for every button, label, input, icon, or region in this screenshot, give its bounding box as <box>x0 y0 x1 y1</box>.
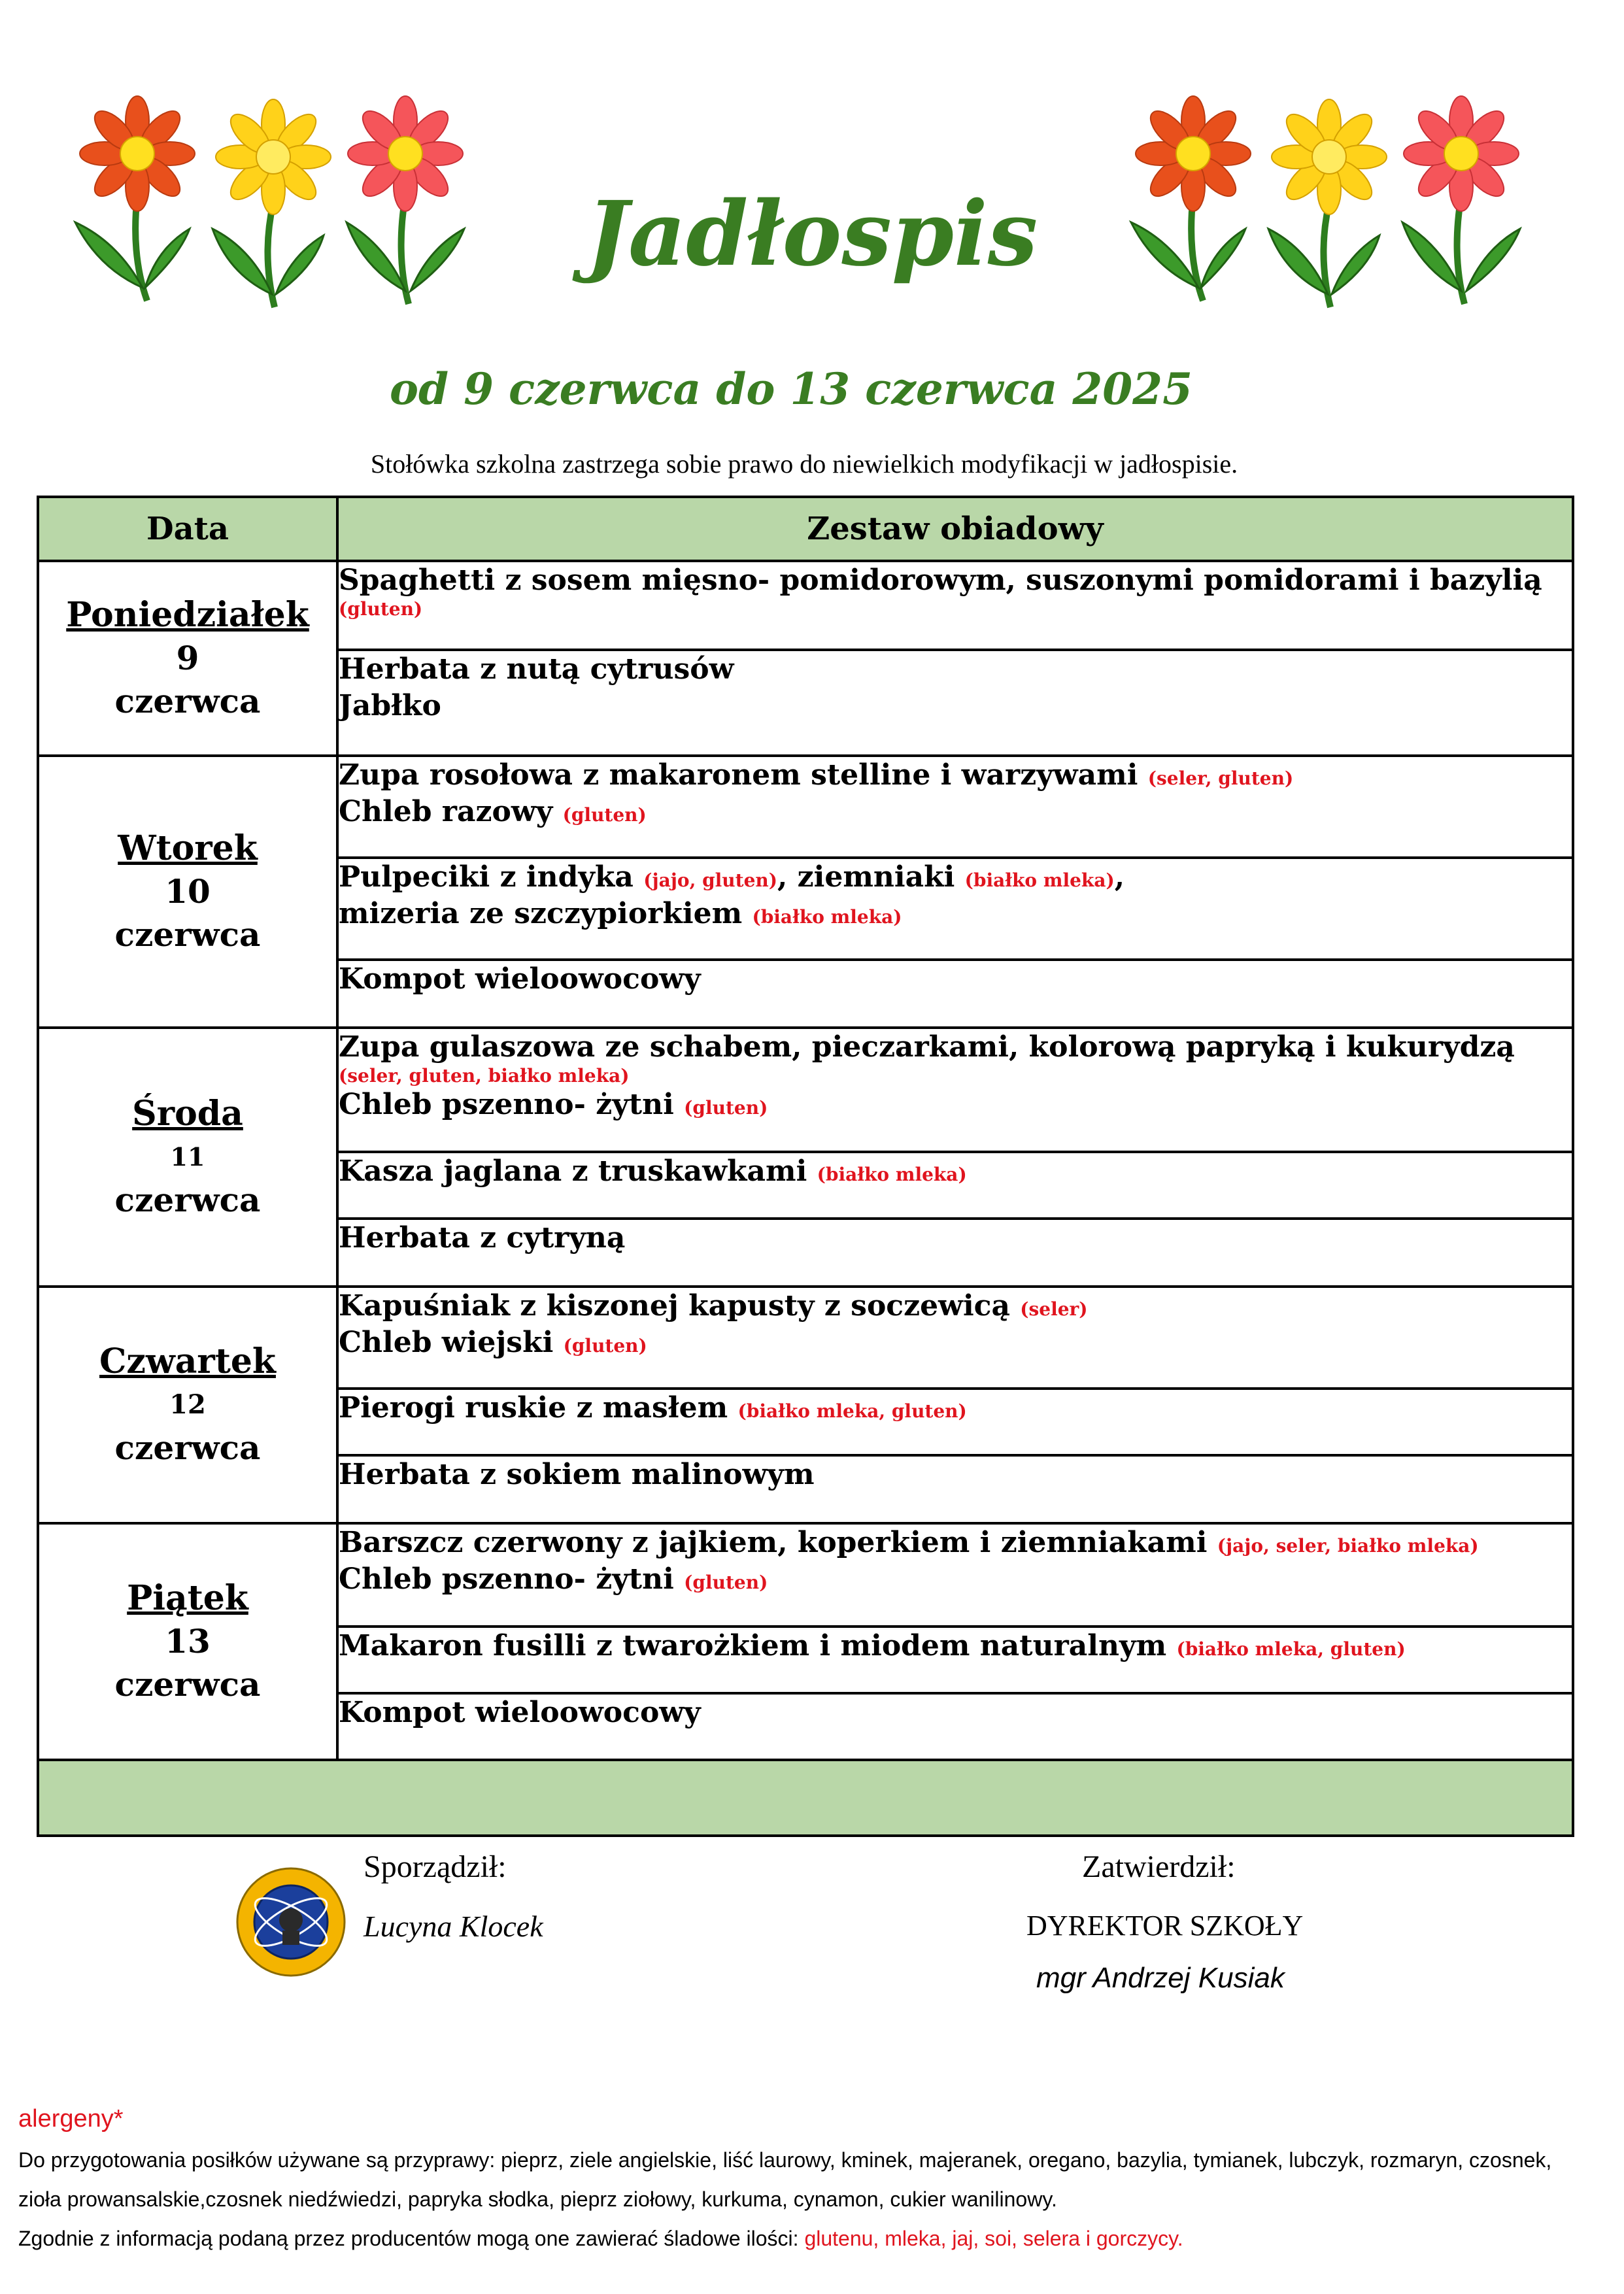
meal-text: Herbata z cytryną <box>339 1221 626 1255</box>
meal-cell <box>337 858 1573 960</box>
meal-cell <box>337 756 1573 858</box>
allergen-label: (gluten) <box>339 598 423 620</box>
day-name: Piątek <box>127 1578 248 1618</box>
allergen-label: (gluten) <box>684 1572 768 1593</box>
allergen-label: (jajo, gluten) <box>643 869 777 891</box>
day-name: Środa <box>132 1094 243 1134</box>
meal-cell <box>337 1028 1573 1152</box>
meal-cell <box>337 1287 1573 1389</box>
modification-note: Stołówka szkolna zastrzega sobie prawo do niewielkich modyfikacji w jadłospisie. <box>370 449 1238 479</box>
meal-text: Herbata z sokiem malinowym <box>339 1458 815 1491</box>
day-cell-friday <box>38 1523 337 1760</box>
day-month: czerwca <box>114 1665 261 1704</box>
day-number: 10 <box>165 872 211 911</box>
allergen-label: (białko mleka, gluten) <box>737 1400 967 1422</box>
meal-text: Chleb razowy <box>339 795 553 828</box>
meal-cell <box>337 1455 1573 1523</box>
meal-cell <box>337 1389 1573 1455</box>
meal-text: Barszcz czerwony z jajkiem, koperkiem i ziemniakami <box>339 1526 1208 1559</box>
meal-text: , <box>1114 860 1125 894</box>
day-name: Poniedziałek <box>66 595 309 635</box>
table-footer-cell <box>38 1760 1573 1836</box>
school-seal-icon <box>235 1866 347 1978</box>
meal-text: Kapuśniak z kiszonej kapusty z soczewicą <box>339 1289 1010 1323</box>
meal-text: Herbata z nutą cytrusów <box>339 652 734 686</box>
meal-cell <box>337 1693 1573 1760</box>
director-title: DYREKTOR SZKOŁY <box>1026 1910 1304 1942</box>
meal-text: Chleb pszenno- żytni <box>339 1088 674 1121</box>
meal-text: Kompot wieloowocowy <box>339 1696 701 1729</box>
allergens-heading: alergeny* <box>18 2105 124 2133</box>
day-number: 9 <box>176 639 199 677</box>
allergen-label: (seler, gluten, białko mleka) <box>339 1065 630 1087</box>
prepared-by-label: Sporządził: <box>364 1849 507 1884</box>
day-month: czerwca <box>114 915 261 954</box>
meal-cell <box>337 1523 1573 1627</box>
column-header-meal: Zestaw obiadowy <box>337 497 1573 561</box>
day-number: 13 <box>165 1622 211 1661</box>
trace-text: Zgodnie z informacją podaną przez producentów mogą one zawierać śladowe ilości: <box>18 2227 805 2250</box>
meal-cell <box>337 1627 1573 1693</box>
table-row <box>38 1028 1573 1152</box>
table-row <box>38 1523 1573 1627</box>
day-name: Czwartek <box>99 1341 276 1381</box>
meal-text: Kasza jaglana z truskawkami <box>339 1155 807 1188</box>
menu-table <box>37 496 1574 1837</box>
meal-text: Zupa gulaszowa ze schabem, pieczarkami, kolorową papryką i kukurydzą <box>339 1030 1515 1064</box>
table-row <box>38 1287 1573 1389</box>
table-row <box>38 756 1573 858</box>
meal-cell <box>337 1152 1573 1219</box>
meal-text: Pierogi ruskie z masłem <box>339 1391 728 1425</box>
page-title: Jadłospis <box>586 182 1038 286</box>
column-header-date: Data <box>38 497 337 561</box>
day-cell-tuesday <box>38 756 337 1028</box>
day-cell-monday <box>38 561 337 756</box>
meal-cell <box>337 960 1573 1028</box>
meal-text: Kompot wieloowocowy <box>339 962 701 996</box>
allergen-label: (seler, gluten) <box>1147 767 1294 789</box>
director-name: mgr Andrzej Kusiak <box>1036 1962 1285 1994</box>
meal-text: Pulpeciki z indyka <box>339 860 634 894</box>
allergen-label: (białko mleka) <box>752 906 902 928</box>
spices-info-line2: zioła prowansalskie,czosnek niedźwiedzi, papryka słodka, pieprz ziołowy, kurkuma, cynamon, cukier wanilinowy. <box>18 2187 1057 2211</box>
day-month: czerwca <box>114 682 261 720</box>
prepared-by-name: Lucyna Klocek <box>364 1910 543 1943</box>
meal-text: Spaghetti z sosem mięsno- pomidorowym, suszonymi pomidorami i bazylią <box>339 564 1542 597</box>
meal-cell <box>337 1219 1573 1287</box>
day-number: 12 <box>169 1389 206 1420</box>
trace-list: glutenu, mleka, jaj, soi, selera i gorczycy. <box>804 2227 1183 2250</box>
meal-cell <box>337 650 1573 756</box>
meal-text: , ziemniaki <box>777 860 955 894</box>
day-name: Wtorek <box>118 828 258 868</box>
table-row <box>38 561 1573 650</box>
table-header-row <box>38 497 1573 561</box>
meal-text: Chleb wiejski <box>339 1326 554 1359</box>
table-footer-row <box>38 1760 1573 1836</box>
allergen-label: (białko mleka) <box>817 1164 967 1185</box>
day-number: 11 <box>170 1142 205 1172</box>
meal-text: mizeria ze szczypiorkiem <box>339 897 743 930</box>
allergen-label: (seler) <box>1020 1298 1088 1320</box>
allergen-label: (gluten) <box>684 1097 768 1119</box>
trace-info <box>18 2228 1183 2249</box>
meal-text: Zupa rosołowa z makaronem stelline i warzywami <box>339 758 1138 792</box>
allergen-label: (jajo, seler, białko mleka) <box>1217 1535 1479 1557</box>
meal-text: Chleb pszenno- żytni <box>339 1562 674 1596</box>
date-range-subtitle: od 9 czerwca do 13 czerwca 2025 <box>389 363 1193 414</box>
meal-text: Jabłko <box>339 689 441 722</box>
spices-info-line1: Do przygotowania posiłków używane są przyprawy: pieprz, ziele angielskie, liść laurowy, kminek, majeranek, oregano, bazylia, tymianek, lubczyk, rozmaryn, czosnek, <box>18 2148 1552 2172</box>
meal-cell <box>337 561 1573 650</box>
day-month: czerwca <box>114 1428 261 1467</box>
allergen-label: (gluten) <box>562 804 647 826</box>
meal-text: Makaron fusilli z twarożkiem i miodem naturalnym <box>339 1629 1167 1662</box>
day-cell-wednesday <box>38 1028 337 1287</box>
allergen-label: (gluten) <box>563 1335 647 1357</box>
allergen-label: (białko mleka, gluten) <box>1176 1638 1406 1660</box>
approved-by-label: Zatwierdził: <box>1082 1849 1236 1884</box>
day-month: czerwca <box>114 1181 261 1219</box>
allergen-label: (białko mleka) <box>964 869 1115 891</box>
day-cell-thursday <box>38 1287 337 1523</box>
